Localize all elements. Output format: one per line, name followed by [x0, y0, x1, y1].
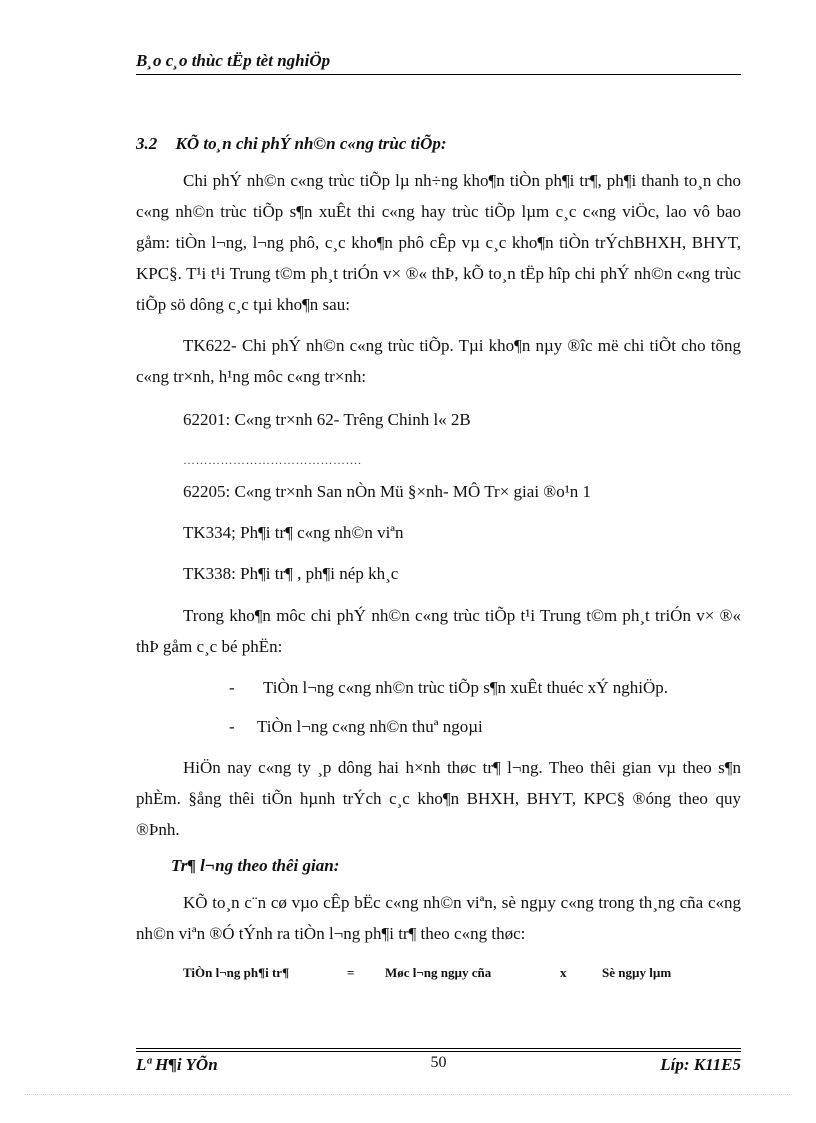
- formula-term1: Møc l¬ng ngµy cña: [385, 965, 492, 980]
- account-tk338: TK338: Ph¶i tr¶ , ph¶i nép kh¸c: [183, 564, 399, 583]
- account-62201: 62201: C«ng tr×nh 62- Trêng Chinh l« 2B: [183, 410, 471, 429]
- footer-class: Líp: K11E5: [660, 1055, 741, 1074]
- page-content: [136, 128, 741, 993]
- section-number: 3.2: [136, 134, 158, 153]
- paragraph-wage-forms: HiÖn nay c«ng ty ¸p dông hai h×nh thøc tr¶ l¬ng. Theo thêi gian vµ theo s¶n phÈm. §ång thêi tiÕn hµnh trÝch c¸c kho¶n BHXH, BHYT, KPC§ ®óng theo quy ®Þnh.: [136, 758, 741, 839]
- dotted-leader: …………………………………….: [183, 453, 362, 467]
- paragraph-components: Trong kho¶n môc chi phÝ nh©n c«ng trùc tiÕp t¹i Trung t©m ph¸t triÓn v× ®« thÞ gåm c¸c bé phËn:: [136, 606, 741, 656]
- wage-formula: [136, 953, 741, 993]
- paragraph-calculation: KÕ to¸n c¨n cø vµo cÊp bËc c«ng nh©n viªn, sè ngµy c«ng trong th¸ng cña c«ng nh©n viªn ®Ó tÝnh ra tiÒn l¬ng ph¶i tr¶ theo c«ng thøc:: [136, 893, 741, 943]
- section-title: KÕ to¸n chi phÝ nh©n c«ng trùc tiÕp:: [175, 134, 447, 153]
- formula-lhs: TiÒn l¬ng ph¶i tr¶: [183, 965, 290, 980]
- page-header: [136, 50, 741, 75]
- bullet-text: TiÒn l¬ng c«ng nh©n trùc tiÕp s¶n xuÊt thuéc xÝ nghiÖp.: [263, 678, 668, 697]
- formula-times: x: [560, 965, 567, 980]
- footer-row: [136, 1052, 741, 1076]
- subheading-time-wage: Tr¶ l¬ng theo thêi gian:: [171, 856, 340, 875]
- page-footer: [136, 1048, 741, 1076]
- page-number: 50: [430, 1054, 447, 1071]
- footer-author: Lª H¶i YÕn: [136, 1055, 218, 1074]
- formula-equals: =: [347, 965, 355, 980]
- account-tk334: TK334; Ph¶i tr¶ c«ng nh©n viªn: [183, 523, 404, 542]
- account-62205: 62205: C«ng tr×nh San nÒn Mü §×nh- MÔ Tr× giai ®o¹n 1: [183, 482, 592, 501]
- formula-term2: Sè ngµy lµm: [602, 965, 672, 980]
- footer-rule: [136, 1048, 741, 1049]
- bullet-item: [136, 668, 741, 707]
- paragraph-tk622: TK622- Chi phÝ nh©n c«ng trùc tiÕp. Tµi kho¶n nµy ®îc më chi tiÕt cho tõng c«ng tr×nh, h¹ng môc c«ng tr×nh:: [136, 336, 741, 386]
- page-bottom-border: [24, 1094, 792, 1095]
- header-rule: [136, 74, 741, 75]
- bullet-item: [136, 707, 741, 746]
- bullet-dash: -: [229, 678, 235, 697]
- header-title: B¸o c¸o thùc tËp tèt nghiÖp: [136, 51, 331, 70]
- paragraph-intro: Chi phÝ nh©n c«ng trùc tiÕp lµ nh÷ng kho¶n tiÒn ph¶i tr¶, ph¶i thanh to¸n cho c«ng nh©n trùc tiÕp s¶n xuÊt thi c«ng hay trùc tiÕp lµm c¸c c«ng viÖc, lao vô bao gåm: tiÒn l¬ng, l¬ng phô, c¸c kho¶n phô cÊp vµ c¸c kho¶n tiÒn trÝchBHXH, BHYT, KPC§. T¹i t¹i Trung t©m ph¸t triÓn v× ®« thÞ, kÕ to¸n tËp hîp chi phÝ nh©n c«ng trùc tiÕp sö dông c¸c tµi kho¶n sau:: [136, 171, 741, 314]
- bullet-text: TiÒn l¬ng c«ng nh©n thuª ngoµi: [257, 717, 483, 736]
- section-heading: [136, 128, 741, 160]
- bullet-dash: -: [229, 717, 235, 736]
